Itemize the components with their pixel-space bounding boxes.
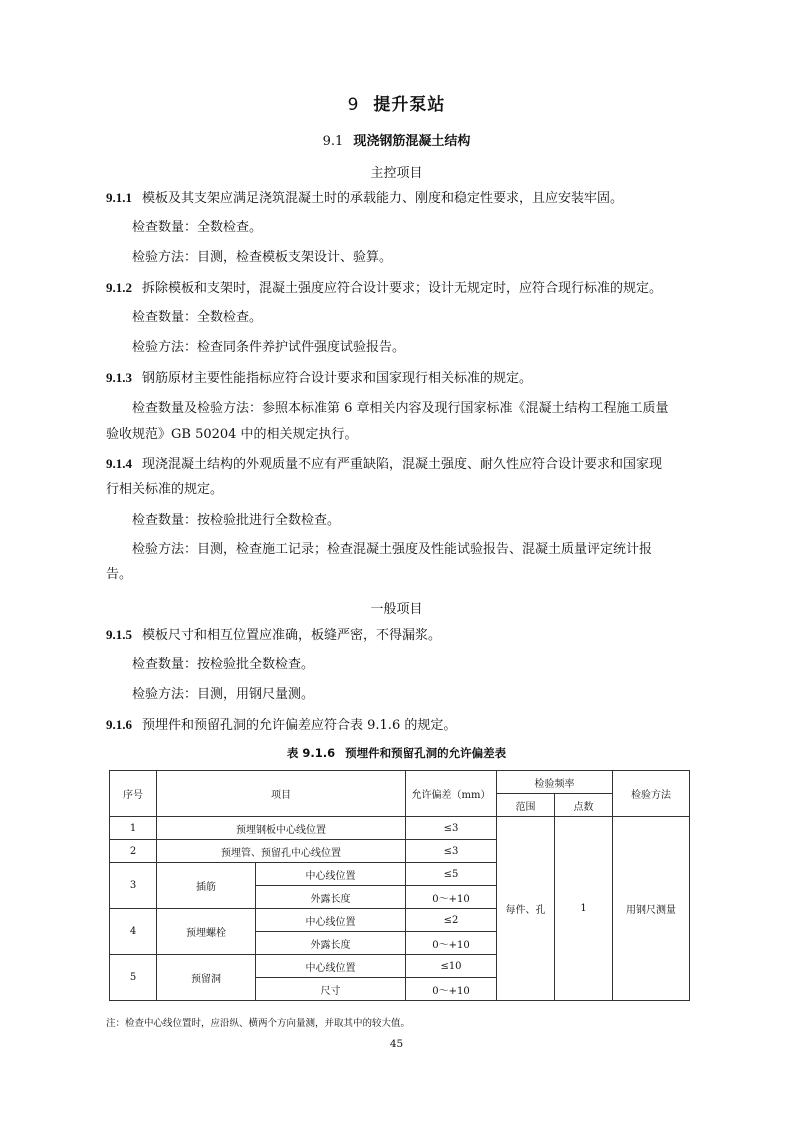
clause-text: 拆除模板和支架时，混凝土强度应符合设计要求；设计无规定时，应符合现行标准的规定。 (142, 281, 663, 296)
clause-number: 9.1.2 (106, 280, 132, 295)
clause-text: 模板尺寸和相互位置应准确，板缝严密，不得漏浆。 (142, 628, 442, 643)
table-note: 注：检查中心线位置时，应沿纵、横两个方向量测，并取其中的较大值。 (106, 1018, 411, 1029)
clause-9-1-6 (106, 717, 692, 734)
clause-9-1-4-method-line1: 检验方法：目测，检查施工记录；检查混凝土强度及性能试验报告、混凝土质量评定统计报 (132, 542, 653, 557)
header-seq: 序号 (110, 771, 157, 817)
clause-9-1-4-method-line2: 告。 (106, 567, 133, 582)
cell-tolerance: ≤2 (406, 909, 497, 932)
clause-9-1-4-line2: 行相关标准的规定。 (106, 482, 224, 497)
cell-item: 插筋 (157, 863, 256, 909)
clause-number: 9.1.4 (106, 456, 132, 471)
cell-tolerance: 0～+10 (406, 932, 497, 955)
section-number: 9.1 (322, 134, 344, 149)
clause-9-1-3-quantity-method-line1: 检查数量及检验方法：参照本标准第 6 章相关内容及现行国家标准《混凝土结构工程施工质量 (132, 401, 669, 416)
page-number: 45 (389, 1038, 404, 1050)
cell-tolerance: ≤3 (406, 840, 497, 863)
tolerance-table (109, 770, 690, 1001)
clause-9-1-1 (106, 190, 692, 207)
cell-points: 1 (555, 817, 613, 1001)
clause-text: 现浇混凝土结构的外观质量不应有严重缺陷，混凝土强度、耐久性应符合设计要求和国家现 (142, 457, 663, 472)
cell-seq: 5 (110, 955, 157, 1001)
cell-range: 每件、孔 (497, 817, 555, 1001)
header-frequency: 检验频率 (497, 771, 613, 794)
cell-tolerance: 0～+10 (406, 886, 497, 909)
cell-tolerance: 0～+10 (406, 978, 497, 1001)
clause-9-1-2 (106, 280, 692, 297)
main-items-heading: 主控项目 (370, 166, 423, 181)
clause-9-1-2-quantity: 检查数量：全数检查。 (132, 310, 263, 325)
clause-number: 9.1.3 (106, 370, 132, 385)
chapter-number: 9 (347, 95, 360, 115)
clause-9-1-4 (106, 456, 692, 473)
cell-subitem: 中心线位置 (256, 909, 406, 932)
general-items-heading: 一般项目 (370, 602, 423, 617)
cell-subitem: 外露长度 (256, 932, 406, 955)
cell-tolerance: ≤5 (406, 863, 497, 886)
table-row (110, 817, 690, 840)
table-caption-title: 预埋件和预留孔洞的允许偏差表 (345, 746, 507, 760)
cell-subitem: 中心线位置 (256, 863, 406, 886)
chapter-title-text: 提升泵站 (373, 95, 446, 115)
clause-9-1-1-method: 检验方法：目测，检查模板支架设计、验算。 (132, 250, 393, 265)
header-method: 检验方法 (613, 771, 690, 817)
header-points: 点数 (555, 794, 613, 817)
clause-text: 钢筋原材主要性能指标应符合设计要求和国家现行相关标准的规定。 (142, 371, 533, 386)
clause-9-1-4-quantity: 检查数量：按检验批进行全数检查。 (132, 513, 341, 528)
clause-9-1-5-quantity: 检查数量：按检验批全数检查。 (132, 657, 315, 672)
cell-item: 预埋钢板中心线位置 (157, 817, 406, 840)
cell-method: 用钢尺测量 (613, 817, 690, 1001)
table-header-row (110, 771, 690, 794)
clause-9-1-3-quantity-method-line2: 验收规范》GB 50204 中的相关规定执行。 (106, 427, 358, 442)
header-range: 范围 (497, 794, 555, 817)
clause-9-1-5-method: 检验方法：目测，用钢尺量测。 (132, 687, 315, 702)
header-tolerance: 允许偏差（mm） (406, 771, 497, 817)
clause-text: 预埋件和预留孔洞的允许偏差应符合表 9.1.6 的规定。 (142, 718, 457, 733)
cell-seq: 4 (110, 909, 157, 955)
chapter-title (0, 90, 793, 115)
clause-9-1-5 (106, 627, 692, 644)
clause-9-1-3 (106, 370, 692, 387)
cell-subitem: 外露长度 (256, 886, 406, 909)
cell-tolerance: ≤3 (406, 817, 497, 840)
clause-9-1-2-method: 检验方法：检查同条件养护试件强度试验报告。 (132, 340, 406, 355)
table-caption-number: 表 9.1.6 (286, 746, 336, 760)
clause-text: 模板及其支架应满足浇筑混凝土时的承载能力、刚度和稳定性要求，且应安装牢固。 (142, 191, 624, 206)
cell-tolerance: ≤10 (406, 955, 497, 978)
cell-seq: 2 (110, 840, 157, 863)
cell-subitem: 尺寸 (256, 978, 406, 1001)
table-caption (0, 745, 793, 761)
cell-seq: 1 (110, 817, 157, 840)
cell-item: 预埋螺栓 (157, 909, 256, 955)
cell-subitem: 中心线位置 (256, 955, 406, 978)
clause-9-1-1-quantity: 检查数量：全数检查。 (132, 220, 263, 235)
cell-seq: 3 (110, 863, 157, 909)
clause-number: 9.1.1 (106, 190, 132, 205)
clause-number: 9.1.5 (106, 627, 132, 642)
cell-item: 预留洞 (157, 955, 256, 1001)
cell-item: 预埋管、预留孔中心线位置 (157, 840, 406, 863)
clause-number: 9.1.6 (106, 717, 132, 732)
section-title (0, 130, 793, 149)
section-title-text: 现浇钢筋混凝土结构 (353, 134, 471, 149)
header-item: 项目 (157, 771, 406, 817)
